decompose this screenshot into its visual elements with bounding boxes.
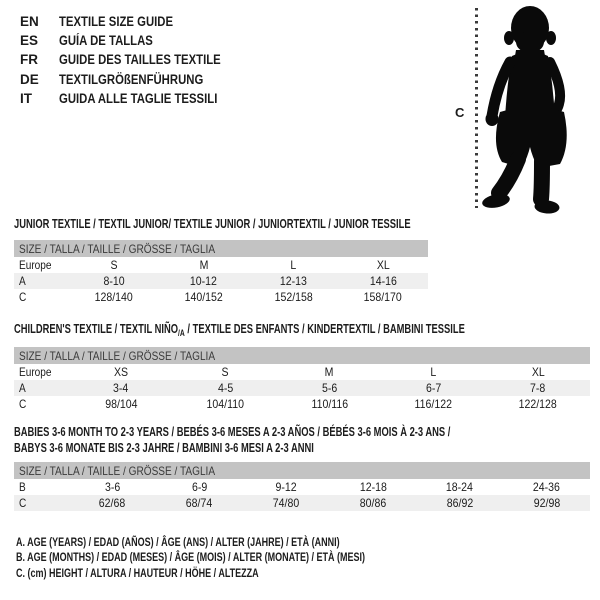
language-code: IT (20, 90, 32, 106)
size-cell: 12-18 (359, 480, 387, 494)
size-cell: L (290, 258, 297, 272)
language-code: FR (20, 52, 38, 68)
size-cell: 3-4 (113, 381, 129, 395)
height-dotted-line (475, 8, 478, 208)
footnote-c: C. (cm) HEIGHT / ALTURA / HAUTEUR / HÖHE / ALTEZZA (16, 565, 259, 580)
size-cell: 12-13 (279, 274, 307, 288)
size-cell: 62/68 (99, 496, 126, 510)
heading-subscript: /A (178, 327, 185, 338)
size-cell: 80/86 (359, 496, 387, 510)
size-cell: M (325, 365, 334, 379)
section-heading-text: BABIES 3-6 MONTH TO 2-3 YEARS / BEBÉS 3-6 MESES A 2-3 AÑOS / BÉBÉS 3-6 MOIS À 2-3 ANS / (14, 425, 451, 439)
size-cell: S (221, 365, 229, 379)
size-cell: 7-8 (530, 381, 546, 395)
section-heading-junior (14, 217, 543, 231)
table-size-header (14, 347, 590, 364)
size-cell: S (110, 258, 118, 272)
size-cell: 18-24 (446, 480, 474, 494)
size-table-junior (14, 240, 428, 305)
size-cell: 68/74 (186, 496, 213, 510)
size-table-babies (14, 462, 590, 511)
table-row-europe (14, 257, 428, 273)
table-row-height (14, 396, 590, 412)
size-cell: 116/122 (414, 397, 453, 411)
size-cell: 3-6 (104, 480, 121, 494)
section-heading-text (14, 322, 465, 337)
size-cell: 152/158 (274, 290, 313, 304)
size-cell: 74/80 (272, 496, 300, 510)
language-code: EN (20, 14, 39, 30)
heading-part: / TEXTILE DES ENFANTS / KINDERTEXTIL / BAMBINI TESSILE (184, 322, 465, 336)
language-row (20, 12, 252, 31)
size-cell: 98/104 (104, 397, 138, 411)
size-cell: XL (531, 365, 545, 379)
section-heading-babies (14, 424, 596, 456)
table-size-header (14, 240, 428, 257)
footnotes (16, 535, 481, 581)
height-marker-label: C (455, 105, 465, 120)
size-cell: 110/116 (311, 397, 348, 411)
size-cell: 140/152 (184, 290, 223, 304)
language-row (20, 89, 252, 108)
table-row-height (14, 495, 590, 511)
toddler-silhouette-icon (482, 4, 586, 216)
table-row-age-months (14, 479, 590, 495)
footnote-a: A. AGE (YEARS) / EDAD (AÑOS) / ÂGE (ANS) / ALTER (JAHRE) / ETÀ (ANNI) (16, 535, 340, 549)
row-label: B (19, 480, 26, 494)
section-heading-children (14, 322, 600, 337)
size-cell: XL (376, 258, 390, 272)
language-row (20, 70, 252, 89)
size-cell: 158/170 (364, 290, 403, 304)
language-code: DE (20, 71, 39, 87)
footnote-b: B. AGE (MONTHS) / EDAD (MESES) / ÂGE (MOIS) / ALTER (MONATE) / ETÀ (MESI) (16, 550, 365, 565)
language-title: TEXTILE SIZE GUIDE (59, 14, 174, 30)
table-row-europe (14, 364, 590, 380)
row-label: C (19, 496, 27, 510)
heading-part: CHILDREN'S TEXTILE / TEXTIL NIÑO (14, 322, 179, 336)
size-cell: 24-36 (533, 480, 561, 494)
size-cell: 86/92 (446, 496, 473, 510)
language-header (20, 12, 252, 108)
size-table-children (14, 347, 590, 412)
size-cell: 14-16 (369, 274, 397, 288)
row-label: Europe (19, 365, 52, 379)
size-cell: 104/110 (206, 397, 244, 411)
language-row (20, 50, 252, 69)
row-label: A (19, 381, 26, 395)
size-cell: XS (114, 365, 129, 379)
table-row-age (14, 380, 590, 396)
language-title: TEXTILGRÖßENFÜHRUNG (59, 71, 204, 87)
section-heading-text: BABYS 3-6 MONATE BIS 2-3 JAHRE / BAMBINI 3-6 MESI A 2-3 ANNI (14, 441, 314, 455)
size-cell: 4-5 (217, 381, 233, 395)
size-cell: M (199, 258, 209, 272)
size-cell: 128/140 (94, 290, 133, 304)
language-title: GUIDA ALLE TAGLIE TESSILI (59, 90, 218, 106)
size-cell: 6-7 (426, 381, 442, 395)
table-size-header-text: SIZE / TALLA / TAILLE / GRÖSSE / TAGLIA (19, 241, 216, 256)
size-cell: L (430, 365, 437, 379)
table-size-header (14, 462, 590, 479)
row-label: C (19, 290, 27, 304)
size-cell: 9-12 (275, 480, 297, 494)
language-title: GUIDE DES TAILLES TEXTILE (59, 52, 221, 68)
table-row-height (14, 289, 428, 305)
table-row-age (14, 273, 428, 289)
size-cell: 122/128 (518, 397, 557, 411)
size-cell: 8-10 (103, 274, 125, 288)
table-size-header-text: SIZE / TALLA / TAILLE / GRÖSSE / TAGLIA (19, 463, 216, 478)
section-heading-text: JUNIOR TEXTILE / TEXTIL JUNIOR/ TEXTILE JUNIOR / JUNIORTEXTIL / JUNIOR TESSILE (14, 217, 411, 231)
language-code: ES (20, 33, 39, 49)
row-label: C (19, 397, 27, 411)
size-cell: 5-6 (321, 381, 338, 395)
row-label: A (19, 274, 26, 288)
language-row (20, 31, 252, 50)
size-cell: 92/98 (533, 496, 560, 510)
row-label: Europe (19, 258, 52, 272)
language-title: GUÍA DE TALLAS (59, 33, 153, 49)
table-size-header-text: SIZE / TALLA / TAILLE / GRÖSSE / TAGLIA (19, 348, 216, 363)
size-cell: 10-12 (190, 274, 218, 288)
size-cell: 6-9 (191, 480, 207, 494)
